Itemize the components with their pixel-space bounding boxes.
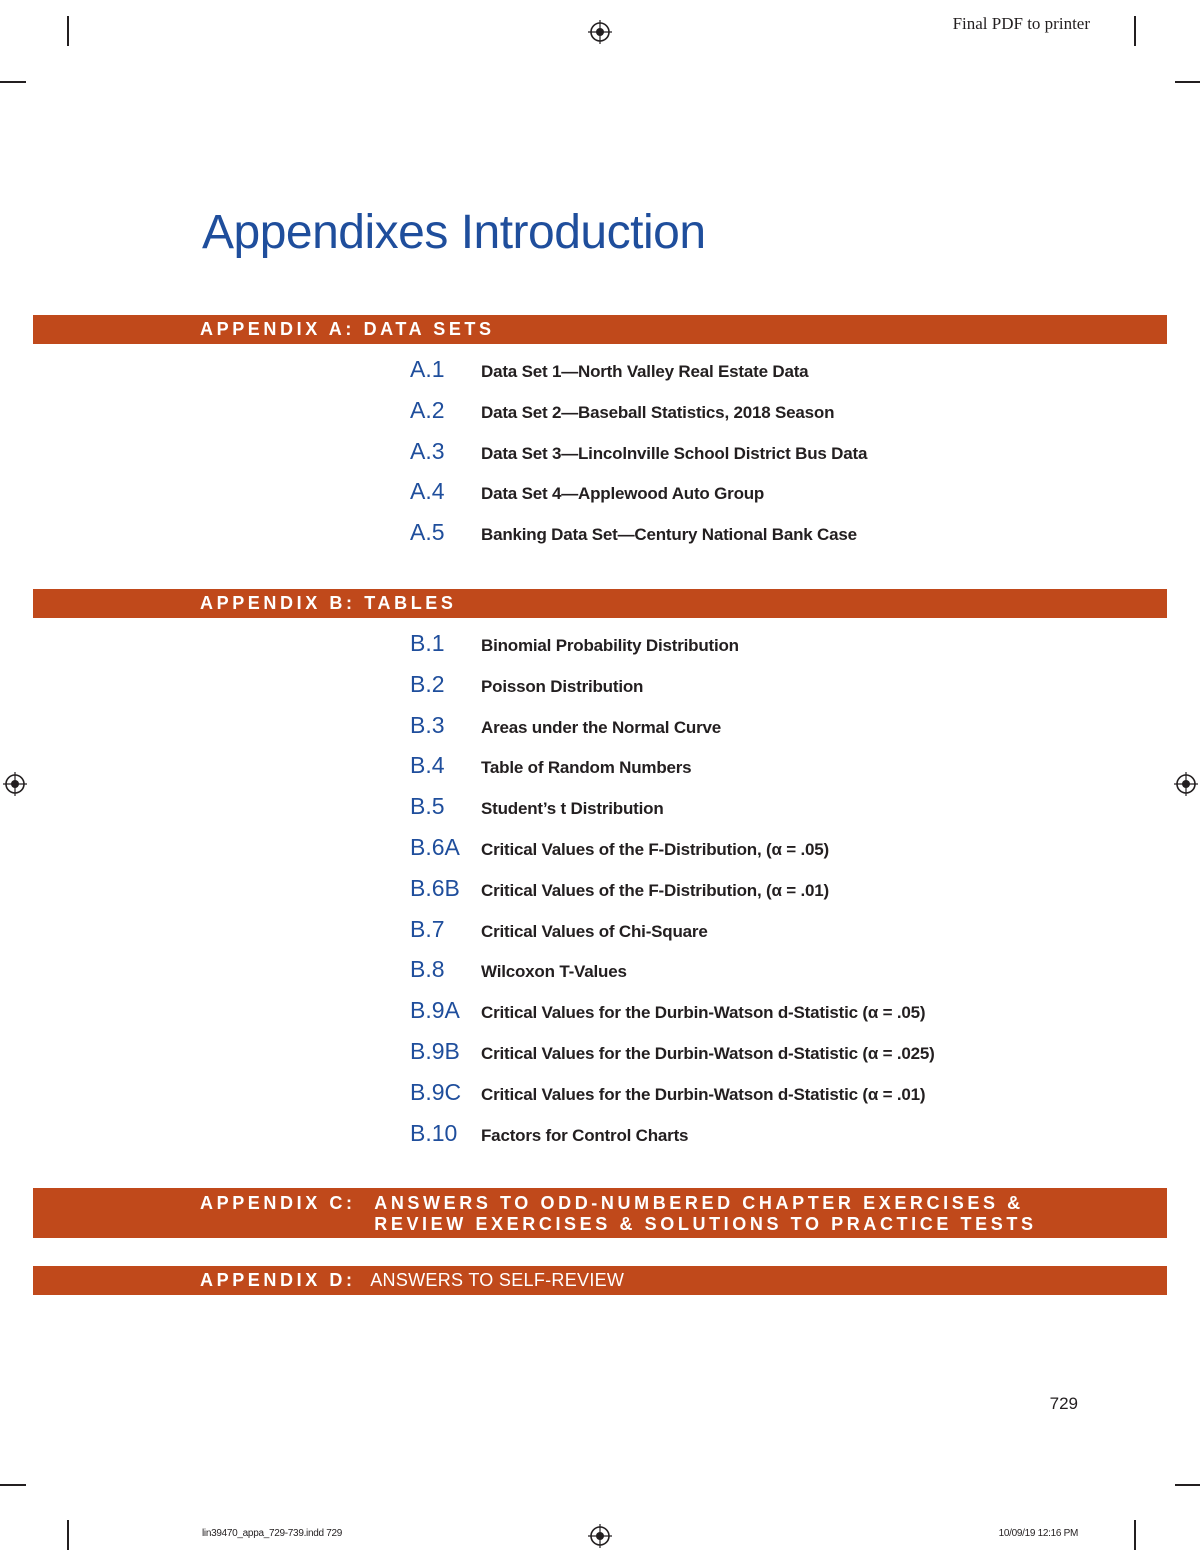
appendix-subtitle: ANSWERS TO ODD-NUMBERED CHAPTER EXERCISES & REVIEW EXERCISES & SOLUTIONS TO PRACTICE TESTS: [374, 1193, 1037, 1234]
entry-code: A.5: [410, 519, 445, 546]
entry-title: Data Set 1—North Valley Real Estate Data: [481, 362, 809, 381]
registration-mark-icon: [588, 1524, 612, 1548]
crop-mark: [0, 1484, 26, 1486]
list-item: [410, 478, 867, 519]
entry-title: Critical Values for the Durbin-Watson d-Statistic (α = .025): [481, 1043, 935, 1063]
registration-mark-icon: [1174, 772, 1198, 796]
appendix-subtitle: DATA SETS: [363, 319, 495, 339]
list-item: [410, 793, 935, 834]
appendix-subtitle: TABLES: [364, 593, 457, 613]
entry-code: B.9B: [410, 1037, 460, 1064]
entry-title: Data Set 3—Lincolnville School District Bus Data: [481, 443, 868, 463]
crop-mark: [67, 16, 69, 46]
entry-code: B.7: [410, 915, 445, 942]
page-number: 729: [1049, 1394, 1078, 1413]
entry-title: Data Set 2—Baseball Statistics, 2018 Season: [481, 402, 835, 422]
entry-code: B.6B: [410, 874, 460, 901]
list-item: [410, 1120, 935, 1161]
appendix-label: APPENDIX C:: [200, 1193, 356, 1213]
appendix-subtitle: ANSWERS TO SELF-REVIEW: [370, 1270, 625, 1290]
entry-title: Binomial Probability Distribution: [481, 636, 739, 655]
entry-title: Data Set 4—Applewood Auto Group: [481, 484, 765, 504]
crop-mark: [1134, 16, 1136, 46]
crop-mark: [1134, 1520, 1136, 1550]
appendix-label: APPENDIX A:: [200, 319, 355, 339]
entry-code: B.9C: [410, 1078, 462, 1105]
entry-code: B.2: [410, 670, 445, 697]
entry-title: Critical Values for the Durbin-Watson d-Statistic (α = .05): [481, 1003, 926, 1023]
entry-title: Banking Data Set—Century National Bank Case: [481, 525, 857, 545]
entry-code: B.1: [410, 630, 445, 656]
appendix-a-header: [33, 315, 1167, 344]
entry-code: A.1: [410, 356, 445, 382]
list-item: [410, 356, 867, 397]
crop-mark: [0, 81, 26, 83]
entry-code: A.2: [410, 396, 445, 423]
entry-title: Wilcoxon T-Values: [481, 962, 627, 982]
entry-title: Factors for Control Charts: [481, 1125, 689, 1145]
entry-code: B.9A: [410, 997, 460, 1024]
list-item: [410, 630, 935, 671]
list-item: [410, 834, 935, 875]
list-item: [410, 956, 935, 997]
appendix-label: APPENDIX B:: [200, 593, 356, 613]
entry-code: B.5: [410, 793, 445, 820]
list-item: [410, 438, 867, 479]
entry-title: Table of Random Numbers: [481, 758, 692, 778]
appendix-label: APPENDIX D:: [200, 1270, 356, 1290]
entry-title: Critical Values of Chi-Square: [481, 921, 708, 941]
registration-mark-icon: [3, 772, 27, 796]
list-item: [410, 712, 935, 753]
list-item: [410, 875, 935, 916]
crop-mark: [1175, 1484, 1200, 1486]
entry-code: B.4: [410, 752, 445, 779]
entry-title: Critical Values for the Durbin-Watson d-Statistic (α = .01): [481, 1084, 926, 1104]
entry-code: B.10: [410, 1119, 458, 1146]
entry-title: Critical Values of the F-Distribution, (α = .01): [481, 880, 829, 900]
list-item: [410, 519, 867, 560]
appendix-b-list: [410, 630, 935, 1160]
list-item: [410, 1038, 935, 1079]
entry-code: B.6A: [410, 833, 460, 860]
list-item: [410, 916, 935, 957]
registration-mark-icon: [588, 20, 612, 44]
appendix-c-header: [33, 1188, 1167, 1238]
crop-mark: [1175, 81, 1200, 83]
list-item: [410, 397, 867, 438]
entry-title: Poisson Distribution: [481, 676, 644, 696]
appendix-a-list: [410, 356, 867, 560]
list-item: [410, 997, 935, 1038]
entry-code: A.3: [410, 437, 445, 464]
entry-code: A.4: [410, 478, 445, 505]
entry-code: B.3: [410, 711, 445, 738]
entry-title: Areas under the Normal Curve: [481, 717, 722, 737]
appendix-b-header: [33, 589, 1167, 618]
appendix-d-header: [33, 1266, 1167, 1295]
page-title: Appendixes Introduction: [202, 206, 706, 259]
list-item: [410, 1079, 935, 1120]
list-item: [410, 671, 935, 712]
entry-title: Critical Values of the F-Distribution, (α = .05): [481, 839, 829, 859]
entry-title: Student’s t Distribution: [481, 799, 664, 819]
date-slug: 10/09/19 12:16 PM: [998, 1528, 1078, 1539]
printer-note: Final PDF to printer: [952, 14, 1090, 33]
list-item: [410, 752, 935, 793]
file-slug: lin39470_appa_729-739.indd 729: [202, 1528, 343, 1539]
entry-code: B.8: [410, 956, 445, 983]
crop-mark: [67, 1520, 69, 1550]
